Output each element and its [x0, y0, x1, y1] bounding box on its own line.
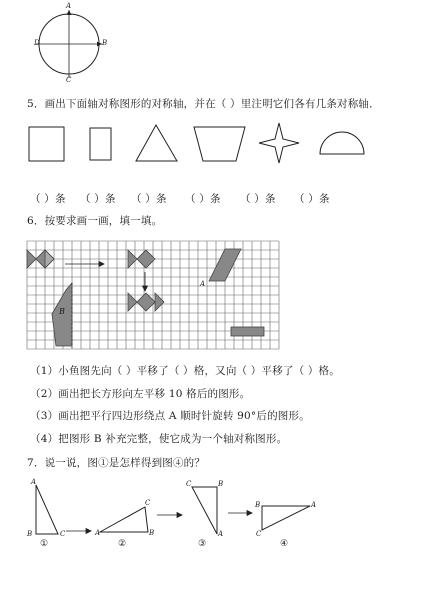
grid-label-b: B	[59, 307, 65, 316]
circle-label-d: D	[34, 39, 40, 47]
triangle-fig-2	[100, 507, 148, 532]
q6-item-4: （4）把图形 B 补充完整，使它成为一个轴对称图形。	[30, 433, 288, 445]
triangle-fig-4	[262, 506, 310, 530]
fig3-label-a: A	[218, 530, 224, 538]
fig4-label-a: A	[311, 501, 317, 509]
fig1-number: ①	[40, 539, 49, 549]
fig3-label-c: C	[186, 480, 192, 488]
fig4-label-c: C	[256, 530, 262, 538]
circle-label-c: C	[66, 76, 72, 84]
triangle-fig-1	[36, 485, 58, 534]
fig2-label-b: B	[149, 529, 155, 537]
fig4-number: ④	[280, 539, 289, 549]
question-6-text: 6．按要求画一画，填一填。	[27, 215, 163, 227]
q6-item-3: （3）画出把平行四边形绕点 A 顺时针旋转 90°后的图形。	[30, 410, 310, 422]
fig1-label-c: C	[60, 530, 66, 538]
q5-blank-5[interactable]: （ ）条	[240, 193, 276, 205]
question-7-text: 7．说一说，图①是怎样得到图④的？	[27, 457, 206, 469]
fig2-label-a: A	[95, 529, 101, 537]
q5-blank-4[interactable]: （ ）条	[185, 193, 221, 205]
q5-blank-6[interactable]: （ ）条	[294, 193, 330, 205]
fig1-label-a: A	[31, 478, 37, 486]
question-5-text: 5．画出下面轴对称图形的对称轴，并在（ ）里注明它们各有几条对称轴．	[27, 98, 380, 110]
fig3-number: ③	[198, 539, 207, 549]
q5-blank-2[interactable]: （ ）条	[80, 193, 116, 205]
triangle-fig-3	[192, 487, 217, 534]
circle-label-a: A	[66, 2, 72, 10]
circle-label-b: B	[102, 39, 108, 47]
grid-label-a: A	[200, 280, 206, 288]
fig3-label-b: B	[218, 480, 224, 488]
q5-blank-1[interactable]: （ ）条	[30, 193, 66, 205]
fig2-number: ②	[118, 539, 127, 549]
fig2-label-c: C	[145, 499, 151, 507]
fig4-label-b: B	[255, 501, 261, 509]
q5-blank-3[interactable]: （ ）条	[131, 193, 167, 205]
q6-item-1: （1）小鱼图先向（ ）平移了（ ）格，又向（ ）平移了（ ）格。	[30, 365, 340, 377]
fig1-label-b: B	[27, 530, 33, 538]
q6-item-2: （2）画出把长方形向左平移 10 格后的图形。	[30, 388, 251, 400]
